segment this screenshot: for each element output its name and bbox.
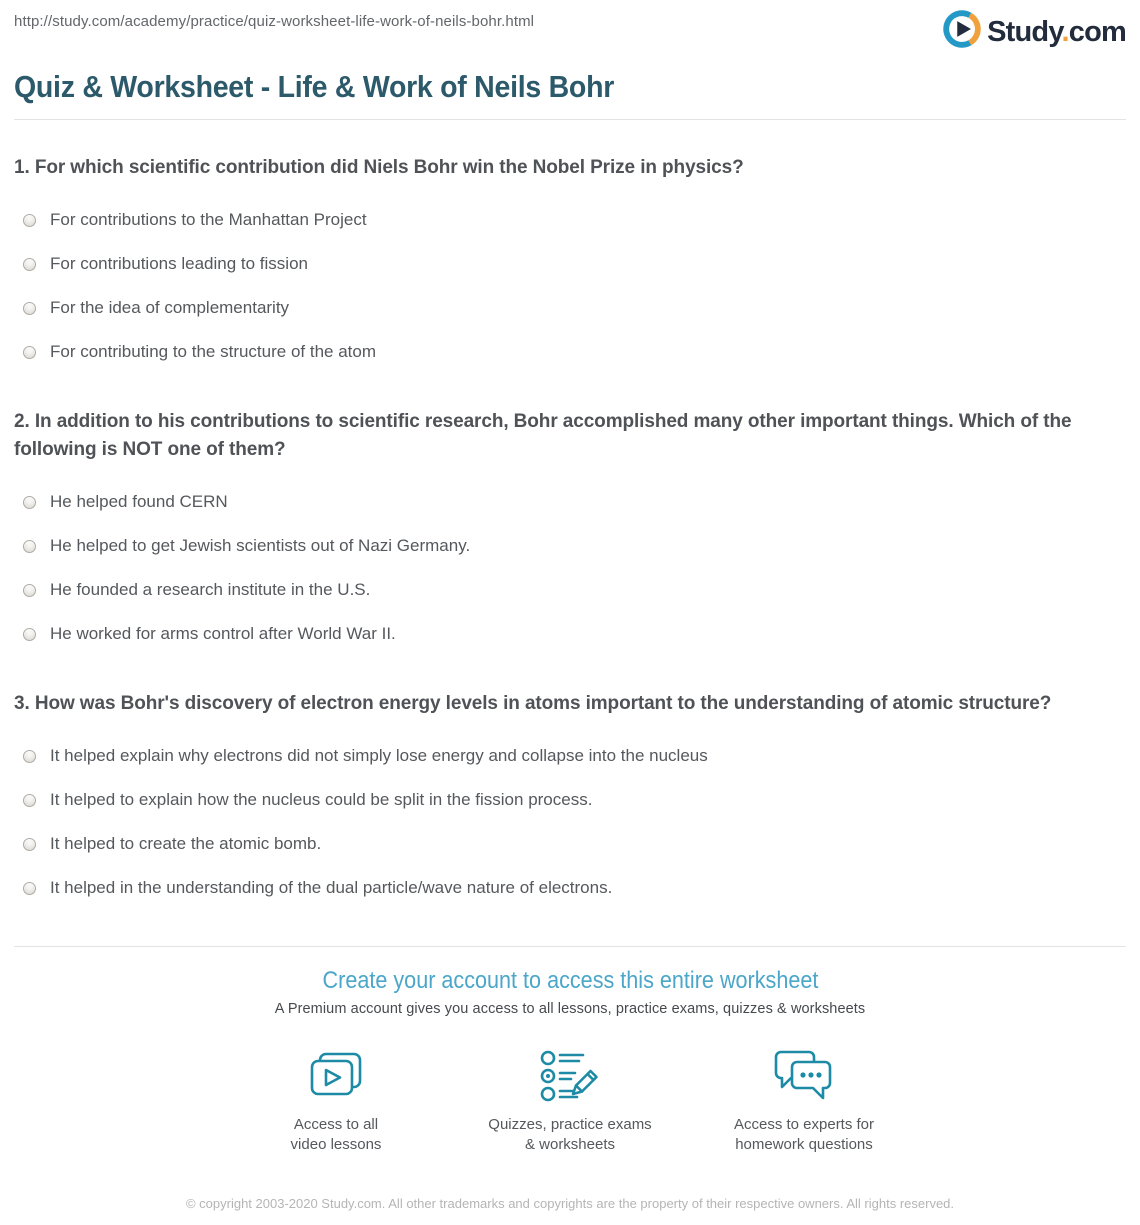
- question-text: 1. For which scientific contribution did Niels Bohr win the Nobel Prize in physics?: [14, 157, 744, 178]
- answer-option-label[interactable]: He helped found CERN: [50, 492, 228, 511]
- question-2-options: [14, 480, 1126, 656]
- radio-button[interactable]: [23, 628, 36, 641]
- question-2: [14, 408, 1126, 656]
- copyright-notice: © copyright 2003-2020 Study.com. All other trademarks and copyrights are the property of their respective owners. All rights reserved.: [185, 1196, 955, 1211]
- answer-option-label[interactable]: For contributing to the structure of the atom: [50, 342, 376, 361]
- radio-button[interactable]: [23, 496, 36, 509]
- answer-option[interactable]: [14, 242, 1126, 286]
- create-account-link[interactable]: Create your account to access this entire worksheet: [322, 967, 818, 994]
- answer-option[interactable]: [14, 778, 1126, 822]
- feature-label: Access to all video lessons: [290, 1116, 382, 1153]
- radio-button[interactable]: [23, 882, 36, 895]
- radio-button[interactable]: [23, 540, 36, 553]
- answer-option[interactable]: [14, 734, 1126, 778]
- video-lessons-icon: [306, 1046, 366, 1108]
- answer-option[interactable]: [14, 330, 1126, 374]
- question-3: [14, 690, 1126, 910]
- answer-option-label[interactable]: For contributions leading to fission: [50, 254, 308, 273]
- radio-button[interactable]: [23, 346, 36, 359]
- page-title: Quiz & Worksheet - Life & Work of Neils Bohr: [14, 69, 615, 104]
- studycom-play-icon: [943, 10, 981, 53]
- answer-option-label[interactable]: It helped to explain how the nucleus could be split in the fission process.: [50, 790, 593, 809]
- chat-experts-icon: [772, 1046, 836, 1108]
- feature-video-lessons: [247, 1046, 425, 1155]
- question-3-options: [14, 734, 1126, 910]
- answer-option[interactable]: [14, 524, 1126, 568]
- features-row: [14, 1046, 1126, 1155]
- question-1: [14, 154, 1126, 374]
- feature-expert-help: [715, 1046, 893, 1155]
- feature-label: Quizzes, practice exams & worksheets: [488, 1116, 652, 1153]
- question-1-options: [14, 198, 1126, 374]
- answer-option[interactable]: [14, 480, 1126, 524]
- cta-subheading: A Premium account gives you access to all lessons, practice exams, quizzes & worksheets: [274, 1001, 866, 1017]
- answer-option-label[interactable]: It helped in the understanding of the dual particle/wave nature of electrons.: [50, 878, 613, 897]
- radio-button[interactable]: [23, 750, 36, 763]
- page-header: [14, 0, 1126, 52]
- question-text: 2. In addition to his contributions to scientific research, Bohr accomplished many other important things. Which of the following is NOT one of them?: [14, 411, 1072, 460]
- answer-option[interactable]: [14, 822, 1126, 866]
- answer-option-label[interactable]: For the idea of complementarity: [50, 298, 290, 317]
- answer-option-label[interactable]: He helped to get Jewish scientists out of Nazi Germany.: [50, 536, 471, 555]
- title-divider: [14, 119, 1126, 120]
- answer-option[interactable]: [14, 198, 1126, 242]
- answer-option[interactable]: [14, 612, 1126, 656]
- answer-option-label[interactable]: It helped explain why electrons did not simply lose energy and collapse into the nucleus: [50, 746, 708, 765]
- feature-label: Access to experts for homework questions: [733, 1116, 875, 1153]
- radio-button[interactable]: [23, 838, 36, 851]
- answer-option[interactable]: [14, 568, 1126, 612]
- quizzes-worksheets-icon: [537, 1046, 603, 1108]
- answer-option[interactable]: [14, 866, 1126, 910]
- radio-button[interactable]: [23, 302, 36, 315]
- cta-section: [14, 947, 1126, 1155]
- radio-button[interactable]: [23, 214, 36, 227]
- answer-option-label[interactable]: He founded a research institute in the U.S.: [50, 580, 371, 599]
- answer-option[interactable]: [14, 286, 1126, 330]
- radio-button[interactable]: [23, 258, 36, 271]
- studycom-logo[interactable]: [943, 10, 1126, 53]
- radio-button[interactable]: [23, 794, 36, 807]
- feature-quizzes-worksheets: [481, 1046, 659, 1155]
- answer-option-label[interactable]: He worked for arms control after World War II.: [50, 624, 396, 643]
- answer-option-label[interactable]: It helped to create the atomic bomb.: [50, 834, 322, 853]
- radio-button[interactable]: [23, 584, 36, 597]
- answer-option-label[interactable]: For contributions to the Manhattan Project: [50, 210, 367, 229]
- question-text: 3. How was Bohr's discovery of electron energy levels in atoms important to the understanding of atomic structure?: [14, 693, 1052, 714]
- page-url: http://study.com/academy/practice/quiz-worksheet-life-work-of-neils-bohr.html: [14, 13, 535, 30]
- studycom-wordmark: Study.com: [987, 15, 1126, 48]
